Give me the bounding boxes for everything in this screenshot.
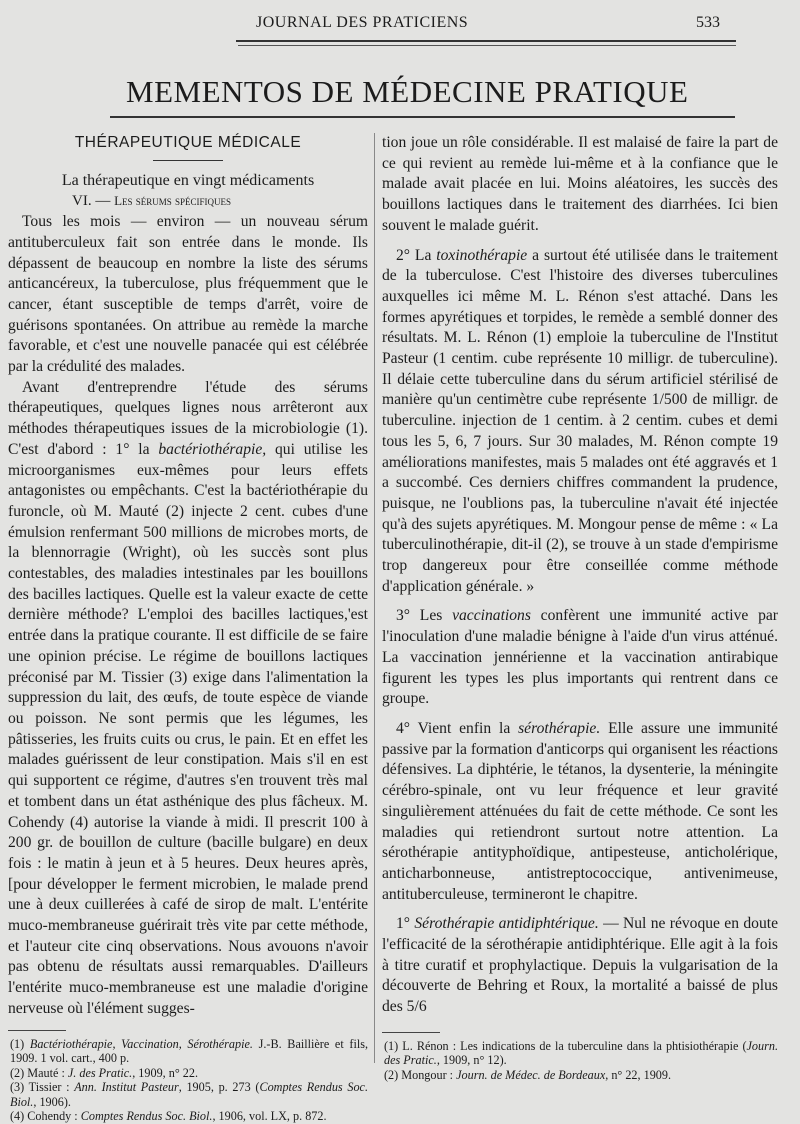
section-title: THÉRAPEUTIQUE MÉDICALE: [74, 134, 302, 151]
section-rule: [153, 160, 223, 161]
footnote: (1) L. Rénon : Les indications de la tuberculine dans la phtisiothérapie (Journ. des Pratic., 1909, n° 12).: [384, 1038, 778, 1068]
left-column: [8, 133, 368, 1124]
running-header: [0, 14, 800, 38]
article-title: La thérapeutique en vingt médicaments: [61, 171, 315, 189]
footnote: (4) Cohendy : Comptes Rendus Soc. Biol., 1906, vol. LX, p. 872.: [10, 1109, 327, 1124]
footnote: (3) Tissier : Ann. Institut Pasteur, 1905, p. 273 (Comptes Rendus Soc. Biol., 1906).: [10, 1080, 368, 1109]
paragraph: tion joue un rôle considérable. Il est malaisé de faire la part de ce qui revient au remède lui-même et à la confiance que le malade avait placée en lui. Moins aléatoires, les succès des bouillons lactiques dans le traitement des diarrhées. Ici bien souvent le malade guérit.: [382, 134, 778, 234]
footnote-rule: [382, 1032, 440, 1033]
page-number: 533: [696, 14, 720, 31]
column-divider: [374, 133, 375, 1063]
header-rule: [236, 40, 736, 42]
page-title: MEMENTOS DE MÉDECINE PRATIQUE: [126, 74, 689, 109]
chapter-title: Les sérums spécifiques: [114, 193, 232, 209]
right-column: [382, 133, 778, 1082]
footnote: (2) Mauté : J. des Pratic., 1909, n° 22.: [10, 1065, 198, 1080]
title-rule: [110, 116, 735, 118]
chapter-number: VI. —: [72, 193, 111, 210]
footnote: (2) Mongour : Journ. de Médec. de Bordeaux, n° 22, 1909.: [384, 1067, 672, 1082]
journal-title: JOURNAL DES PRATICIENS: [256, 14, 469, 31]
paragraph: Tous les mois — environ — un nouveau sérum antituberculeux fait son entrée dans le monde. Ils dépassent de beaucoup en nombre la liste des sérums anticancéreux, la tuberculose, plus fréquemment que le cancer, étant susceptible de temps d'arrêt, voire de guérisons spontanées. On attribue au remède la marche favorable, et c'est une nouvelle panacée qui est célébrée par la crédulité des malades.: [8, 213, 368, 376]
paragraph: Avant d'entreprendre l'étude des sérums thérapeutiques, quelques lignes nous arrêteront aux méthodes thérapeutiques issues de la microbiologie (1). C'est d'abord : 1° la bactériothérapie, qui utilise les microorganismes eux-mêmes pour leurs effets antagonistes ou empêchants. C'est la bactériothérapie du furoncle, où M. Mauté (2) injecte 2 cent. cubes d'une émulsion renfermant 500 millions de microbes morts, de la blennorragie (Wright), où les succès sont plus contestables, des maladies intestinales par les bouillons des bacilles lactiques. Quelle est la valeur exacte de cette dernière méthode? L'emploi des bacilles lactiques,'est entrée dans la pratique courante. Il est difficile de se faire une opinion précise. Le régime de bouillons lactiques préconisé par M. Tissier (3) exige dans l'alimentation la suppression du lait, des œufs, de toute espèce de viande ou poisson. Ne sont permis que les légumes, les pâtisseries, les fruits cuits ou crus, le pain. Et en effet les malades guérissent de leur constipation. Mais s'il en est qui supportent ce régime, d'autres s'en trouvent très mal et tombent dans un état asthénique des plus fâcheux. M. Cohendy (4) autorise la viande à midi. Il prescrit 100 à 200 gr. de bouillon de culture (bacille bulgare) en deux fois : le matin à jeun et à 5 heures. Deux heures après, [pour développer le ferment microbien, le malade prend une à deux cuillerées à café de sirop de malt. L'entérite muco-membraneuse guérirait très vite par cette méthode, et l'auteur cite cinq observations. Nous avouons n'avoir pas obtenu de résultats aussi remarquables. D'ailleurs l'entérite muco-membraneuse est une maladie d'origine nerveuse où l'élément sugges-: [8, 378, 368, 1017]
paragraph: 4° Vient enfin la sérothérapie. Elle assure une immunité passive par la formation d'anticorps qui organisent les réactions défensives. La diphtérie, le tétanos, la dysenterie, la méningite cérébro-spinale, ont vu leur fréquence et leur gravité singulièrement atténuées du fait de cette méthode. Ce sont les maladies qui retiendront surtout notre attention. La sérothérapie antityphoïdique, antipesteuse, anticholérique, anticharbonneuse, antistreptococcique, antivenimeuse, antituberculeuse, termineront le chapitre.: [382, 719, 778, 903]
paragraph: 3° Les vaccinations confèrent une immunité active par l'inoculation d'une maladie bénigne à l'aide d'un virus atténué. La vaccination jennérienne et la vaccination antirabique figurent les types les plus importants qui rentrent dans ce groupe.: [382, 607, 778, 708]
paragraph: 1° Sérothérapie antidiphtérique. — Nul ne révoque en doute l'efficacité de la sérothérapie antidiphtérique. Elle agit à la fois à titre curatif et prophylactique. Depuis la vulgarisation de la découverte de Behring et Roux, la mortalité a baissé de plus des 5/6: [382, 915, 779, 1016]
footnote-rule: [8, 1030, 66, 1031]
header-rule-thin: [238, 45, 736, 46]
paragraph: 2° La toxinothérapie a surtout été utilisée dans le traitement de la tuberculose. C'est l'histoire des diverses tuberculines auxquelles ici même M. L. Rénon s'est attaché. Dans les formes apyrétiques et torpides, le remède a semblé donner des résultats. M. L. Rénon (1) emploie la tuberculine de l'Institut Pasteur (1 centim. cube représente 10 milligr. de tuberculine). Il délaie cette tuberculine dans du sérum artificiel stérilisé de manière qu'un centimètre cube représente 1/500 de milligr. de tuberculine. injection de 1 centim. à 2 centim. cubes et demi tous les 5, 6, 7 jours. Sur 30 malades, M. Rénon compte 19 améliorations manifestes, mais 5 malades ont été aggravés et 1 a succombé. Ces derniers chiffres commandent la prudence, puisque, ne l'oublions pas, la tuberculine n'avait été injectée qu'à des sujets apyrétiques. M. Mongour pense de même : « La tuberculinothérapie, dit-il (2), se trouve à un stade d'empirisme trop dangereux pour être conseillée comme méthode d'application générale. »: [382, 246, 778, 595]
footnote: (1) Bactériothérapie, Vaccination, Sérothérapie. J.-B. Baillière et fils, 1909. 1 vol. cart., 400 p.: [10, 1036, 369, 1066]
chapter-heading: [8, 191, 368, 212]
